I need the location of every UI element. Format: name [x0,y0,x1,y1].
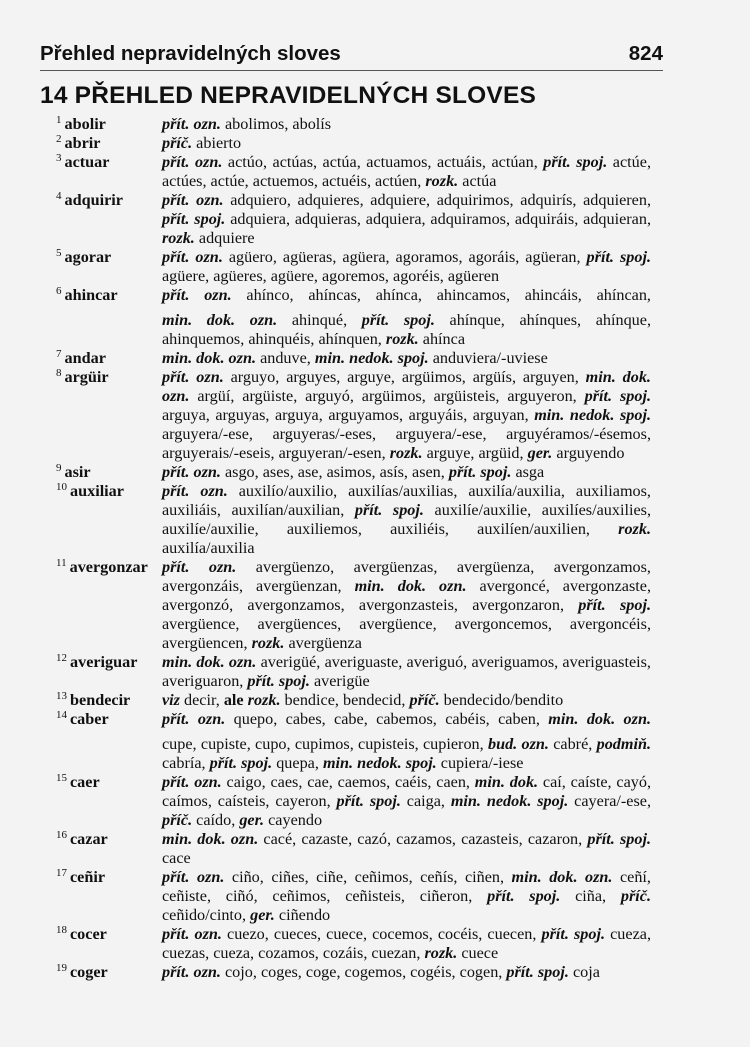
grammar-label: přít. ozn. [162,153,223,171]
verb-forms: anduviera/-uviese [428,349,548,367]
entry-forms [162,153,651,191]
entry-verb: caer [70,773,100,791]
verb-forms: caí, caíste, cayó, caímos, caísteis, cayeron, [162,773,651,810]
grammar-label: ger. [250,906,275,924]
verb-forms: arguyera/-ese, arguyeras/-eses, arguyera/-ese, arguyéramos/-ésemos, arguyerais/-eseis, arguyeran/-esen, [162,425,651,462]
entry-forms [162,248,651,286]
entry-segment [162,134,651,153]
verb-forms: cayendo [264,811,323,829]
entry-verb: bendecir [70,691,131,709]
entry-number: 17 [56,866,67,879]
grammar-label: min. dok. ozn. [548,710,651,728]
verb-forms: cabré, [548,735,597,753]
verb-entry [0,191,750,248]
verb-entry [0,349,750,368]
entry-verb: ceñir [70,868,106,886]
verb-forms: arguya, arguyas, arguya, arguyamos, arguyáis, arguyan, [162,406,535,424]
entry-number: 3 [56,151,62,164]
grammar-label: přít. spoj. [361,311,435,329]
entry-segment [162,925,651,963]
entry-forms [162,349,651,368]
grammar-label: přít. ozn. [162,868,225,886]
entry-segment [162,482,651,558]
verb-entry [0,830,750,868]
entry-headword [56,691,130,710]
verb-forms: abierto [192,134,242,152]
verb-forms: abolimos, abolís [220,115,332,133]
grammar-label: min. dok. ozn. [162,349,257,367]
grammar-label: přít. spoj. [578,596,651,614]
entry-segment [162,191,651,248]
entry-verb: argüir [64,368,109,386]
entry-segment [162,311,651,349]
verb-forms: cuezo, cueces, cuece, cocemos, cocéis, cuecen, [221,925,542,943]
verb-forms: cacé, cazaste, cazó, cazamos, cazasteis, cazaron, [258,830,588,848]
entry-headword [56,830,108,849]
grammar-label: přít. ozn. [162,925,222,943]
grammar-label: min. nedok. spoj. [314,349,429,367]
entry-number: 9 [56,461,62,474]
grammar-label: rozk. [389,444,423,462]
entry-segment [162,735,651,773]
entry-headword [56,286,118,305]
verb-forms: ceñido/cinto, [162,906,251,924]
entry-verb: andar [64,349,106,367]
verb-forms: avergoncé, avergonzaste, avergonzó, avergonzamos, avergonzasteis, avergonzaron, [162,577,651,614]
verb-forms: avergüenzo, avergüenzas, avergüenza, avergonzamos, avergonzáis, avergüenzan, [162,558,651,595]
entry-headword [56,710,109,729]
grammar-label: přít. spoj. [354,501,424,519]
entry-headword [56,153,109,172]
grammar-label: přít. spoj. [209,754,273,772]
entry-number: 4 [56,189,62,202]
entry-verb: ahincar [64,286,118,304]
grammar-label: přít. ozn. [162,482,228,500]
entry-headword [56,868,105,887]
verb-entry [0,482,750,558]
verb-entry [0,463,750,482]
grammar-label: příč. [162,811,193,829]
entry-verb: caber [70,710,109,728]
entry-verb: averiguar [70,653,138,671]
grammar-label: min. dok. [474,773,539,791]
grammar-label: příč. [409,691,440,709]
entry-number: 11 [56,556,67,569]
entry-number: 14 [56,708,67,721]
entry-forms [162,191,651,248]
verb-entry-list [0,115,750,982]
grammar-label: ger. [239,811,265,829]
verb-forms: caído, [192,811,240,829]
entry-segment [162,773,651,830]
verb-forms: cupe, cupiste, cupo, cupimos, cupisteis, cupieron, [162,735,488,753]
verb-forms: ahinqué, [277,311,362,329]
verb-forms: anduve, [256,349,315,367]
verb-forms: cace [162,849,191,867]
entry-forms [162,115,651,134]
entry-segment [162,691,651,710]
grammar-label: přít. spoj. [586,248,651,266]
entry-verb: avergonzar [69,558,148,576]
entry-segment [162,349,651,368]
verb-entry [0,248,750,286]
verb-forms: avergüenza [284,634,362,652]
grammar-label: příč. [620,887,651,905]
verb-forms: ahínca [418,330,466,348]
entry-segment [162,963,651,982]
grammar-label: rozk. [425,172,459,190]
grammar-label: přít. spoj. [487,887,561,905]
grammar-label: min. dok. ozn. [162,311,278,329]
grammar-label: min. dok. ozn. [162,830,259,848]
grammar-label: min. dok. ozn. [162,368,651,405]
verb-entry [0,368,750,463]
grammar-label: přít. ozn. [162,286,232,304]
entry-verb: cazar [70,830,108,848]
grammar-label: přít. spoj. [247,672,310,690]
entry-verb: auxiliar [70,482,124,500]
entry-verb: actuar [64,153,110,171]
verb-forms: quepo, cabes, cabe, cabemos, cabéis, caben, [225,710,549,728]
entry-number: 2 [56,132,62,145]
verb-entry [0,963,750,982]
entry-segment [162,248,651,286]
entry-segment [162,286,651,305]
entry-verb: asir [64,463,91,481]
entry-segment [162,463,651,482]
entry-headword [56,925,107,944]
verb-forms: arguyendo [552,444,625,462]
entry-forms [162,482,651,558]
verb-entry [0,653,750,691]
grammar-label: rozk. [385,330,419,348]
entry-verb: cocer [70,925,107,943]
verb-forms: adquiero, adquieres, adquiere, adquirimos, adquirís, adquieren, [223,191,651,209]
grammar-label: přít. spoj. [506,963,569,981]
verb-forms: quepa, [272,754,323,772]
grammar-label: bud. ozn. [487,735,549,753]
verb-forms: auxilíe/auxilie, auxilíes/auxilies, auxilíe/auxilie, auxiliemos, auxiliéis, auxilíen/auxilien, [162,501,652,538]
entry-number: 18 [56,923,67,936]
grammar-label: podmiň. [596,735,652,753]
verb-forms: auxilía/auxilia [162,539,255,557]
entry-number: 1 [56,113,62,126]
grammar-label: rozk. [618,520,651,538]
verb-forms: ceñí, ceñiste, ciñó, ceñimos, ceñisteis, ciñeron, [162,868,651,905]
grammar-label: přít. ozn. [162,773,222,791]
entry-segment [162,115,651,134]
entry-headword [56,558,148,577]
grammar-label: rozk. [162,229,195,247]
verb-forms: ahínque, ahínques, ahínque, ahinquemos, ahinquéis, ahínquen, [162,311,651,348]
entry-number: 8 [56,366,62,379]
grammar-label: rozk. [247,691,281,709]
verb-forms: auxilío/auxilio, auxilías/auxilias, auxilía/auxilia, auxiliamos, auxiliáis, auxilían/auxilian, [162,482,651,519]
chapter-title: 14 PŘEHLED NEPRAVIDELNÝCH SLOVES [40,82,537,109]
running-header [40,40,663,71]
entry-forms [162,925,651,963]
entry-number: 6 [56,284,62,297]
entry-number: 15 [56,771,67,784]
running-header-title: Přehled nepravidelných sloves [40,42,341,65]
entry-forms [162,773,651,830]
verb-forms: decir, [179,691,224,709]
grammar-label: přít. ozn. [162,558,237,576]
grammar-label: min. nedok. spoj. [322,754,437,772]
verb-forms: cupiera/-iese [436,754,524,772]
grammar-label: přít. ozn. [162,191,224,209]
entry-headword [56,963,108,982]
grammar-label: viz [162,691,180,709]
verb-forms: agüere, agüeres, agüere, agoremos, agoréis, agüeren [162,267,500,285]
verb-forms: actúo, actúas, actúa, actuamos, actuáis, actúan, [222,153,544,171]
entry-verb: abolir [64,115,106,133]
grammar-label: přít. spoj. [543,153,608,171]
entry-number: 7 [56,347,62,360]
grammar-label: přít. spoj. [162,210,226,228]
entry-headword [56,349,106,368]
verb-forms: bendecido/bendito [439,691,564,709]
grammar-label: ger. [527,444,553,462]
grammar-label: přít. spoj. [336,792,401,810]
verb-forms: caigo, caes, cae, caemos, caéis, caen, [221,773,475,791]
grammar-label: přít. spoj. [448,463,512,481]
verb-forms: ciña, [560,887,621,905]
verb-forms: cueza, cuezas, cueza, cozamos, cozáis, cuezan, [162,925,651,962]
grammar-label: min. dok. ozn. [162,653,257,671]
grammar-label: min. nedok. spoj. [450,792,569,810]
entry-number: 19 [56,961,67,974]
grammar-label: přít. ozn. [162,463,221,481]
entry-headword [56,653,137,672]
grammar-label: přít. ozn. [162,963,221,981]
entry-forms [162,710,651,773]
verb-forms: caiga, [400,792,451,810]
entry-forms [162,368,651,463]
grammar-label: příč. [162,134,193,152]
verb-forms: asgo, ases, ase, asimos, asís, asen, [220,463,449,481]
grammar-label: přít. spoj. [584,387,651,405]
verb-forms: actúe, actúes, actúe, actuemos, actuéis, actúen, [162,153,651,190]
entry-segment [162,710,651,729]
verb-forms: adquiera, adquieras, adquiera, adquiramos, adquiráis, adquieran, [225,210,651,228]
grammar-label: přít. spoj. [541,925,606,943]
verb-forms: adquiere [194,229,255,247]
grammar-label: min. dok. ozn. [354,577,467,595]
grammar-label: rozk. [424,944,458,962]
verb-forms: arguye, argüid, [422,444,528,462]
entry-segment [162,368,651,463]
entry-number: 10 [56,480,67,493]
verb-forms: cayera/-ese, [568,792,652,810]
grammar-label: přít. ozn. [162,368,224,386]
verb-forms: averigüe [309,672,370,690]
verb-entry [0,925,750,963]
verb-forms: avergüence, avergüences, avergüence, avergoncemos, avergoncéis, avergüencen, [162,615,651,652]
entry-forms [162,868,651,925]
entry-forms [162,558,651,653]
grammar-label: rozk. [251,634,285,652]
verb-entry [0,134,750,153]
entry-forms [162,963,651,982]
verb-entry [0,773,750,830]
entry-forms [162,463,651,482]
verb-forms: coja [568,963,600,981]
entry-forms [162,286,651,349]
grammar-label: přít. ozn. [162,710,226,728]
verb-forms: ciño, ciñes, ciñe, ceñimos, ceñís, ciñen, [224,868,512,886]
verb-forms: averigüé, averiguaste, averiguó, averiguamos, averiguasteis, averiguaron, [162,653,651,690]
grammar-label: min. dok. ozn. [511,868,613,886]
entry-headword [56,368,109,387]
verb-forms: cojo, coges, coge, cogemos, cogéis, cogen, [220,963,507,981]
entry-segment [162,653,651,691]
entry-forms [162,830,651,868]
verb-forms: ahínco, ahíncas, ahínca, ahincamos, ahincáis, ahíncan, [231,286,651,304]
entry-headword [56,482,124,501]
keyword: ale [223,691,244,709]
entry-headword [56,773,100,792]
verb-forms: actúa [458,172,497,190]
grammar-label: přít. ozn. [162,115,221,133]
entry-number: 13 [56,689,67,702]
entry-headword [56,248,111,267]
entry-headword [56,463,91,482]
verb-entry [0,558,750,653]
grammar-label: přít. ozn. [162,248,223,266]
entry-number: 16 [56,828,67,841]
verb-forms: agüero, agüeras, agüera, agoramos, agoráis, agüeran, [222,248,587,266]
verb-forms: bendice, bendecid, [280,691,410,709]
verb-forms: ciñendo [274,906,331,924]
verb-forms: cuece [457,944,499,962]
page-number: 824 [628,42,663,65]
entry-number: 5 [56,246,62,259]
verb-forms: argüí, argüiste, arguyó, argüimos, argüisteis, arguyeron, [189,387,585,405]
verb-entry [0,710,750,773]
entry-headword [56,115,106,134]
entry-segment [162,830,651,868]
verb-entry [0,691,750,710]
verb-entry [0,153,750,191]
verb-entry [0,286,750,349]
verb-forms: asga [511,463,545,481]
entry-verb: coger [70,963,108,981]
entry-segment [162,868,651,925]
verb-forms: cabría, [162,754,210,772]
grammar-label: přít. spoj. [587,830,651,848]
verb-entry [0,868,750,925]
entry-forms [162,653,651,691]
verb-forms: arguyo, arguyes, arguye, argüimos, argüís, arguyen, [223,368,586,386]
entry-headword [56,134,100,153]
entry-number: 12 [56,651,67,664]
entry-verb: adquirir [64,191,123,209]
entry-segment [162,558,651,653]
entry-segment [162,153,651,191]
entry-headword [56,191,123,210]
entry-verb: agorar [64,248,112,266]
entry-verb: abrir [64,134,101,152]
verb-entry [0,115,750,134]
entry-forms [162,134,651,153]
entry-forms [162,691,651,710]
grammar-label: min. nedok. spoj. [534,406,651,424]
